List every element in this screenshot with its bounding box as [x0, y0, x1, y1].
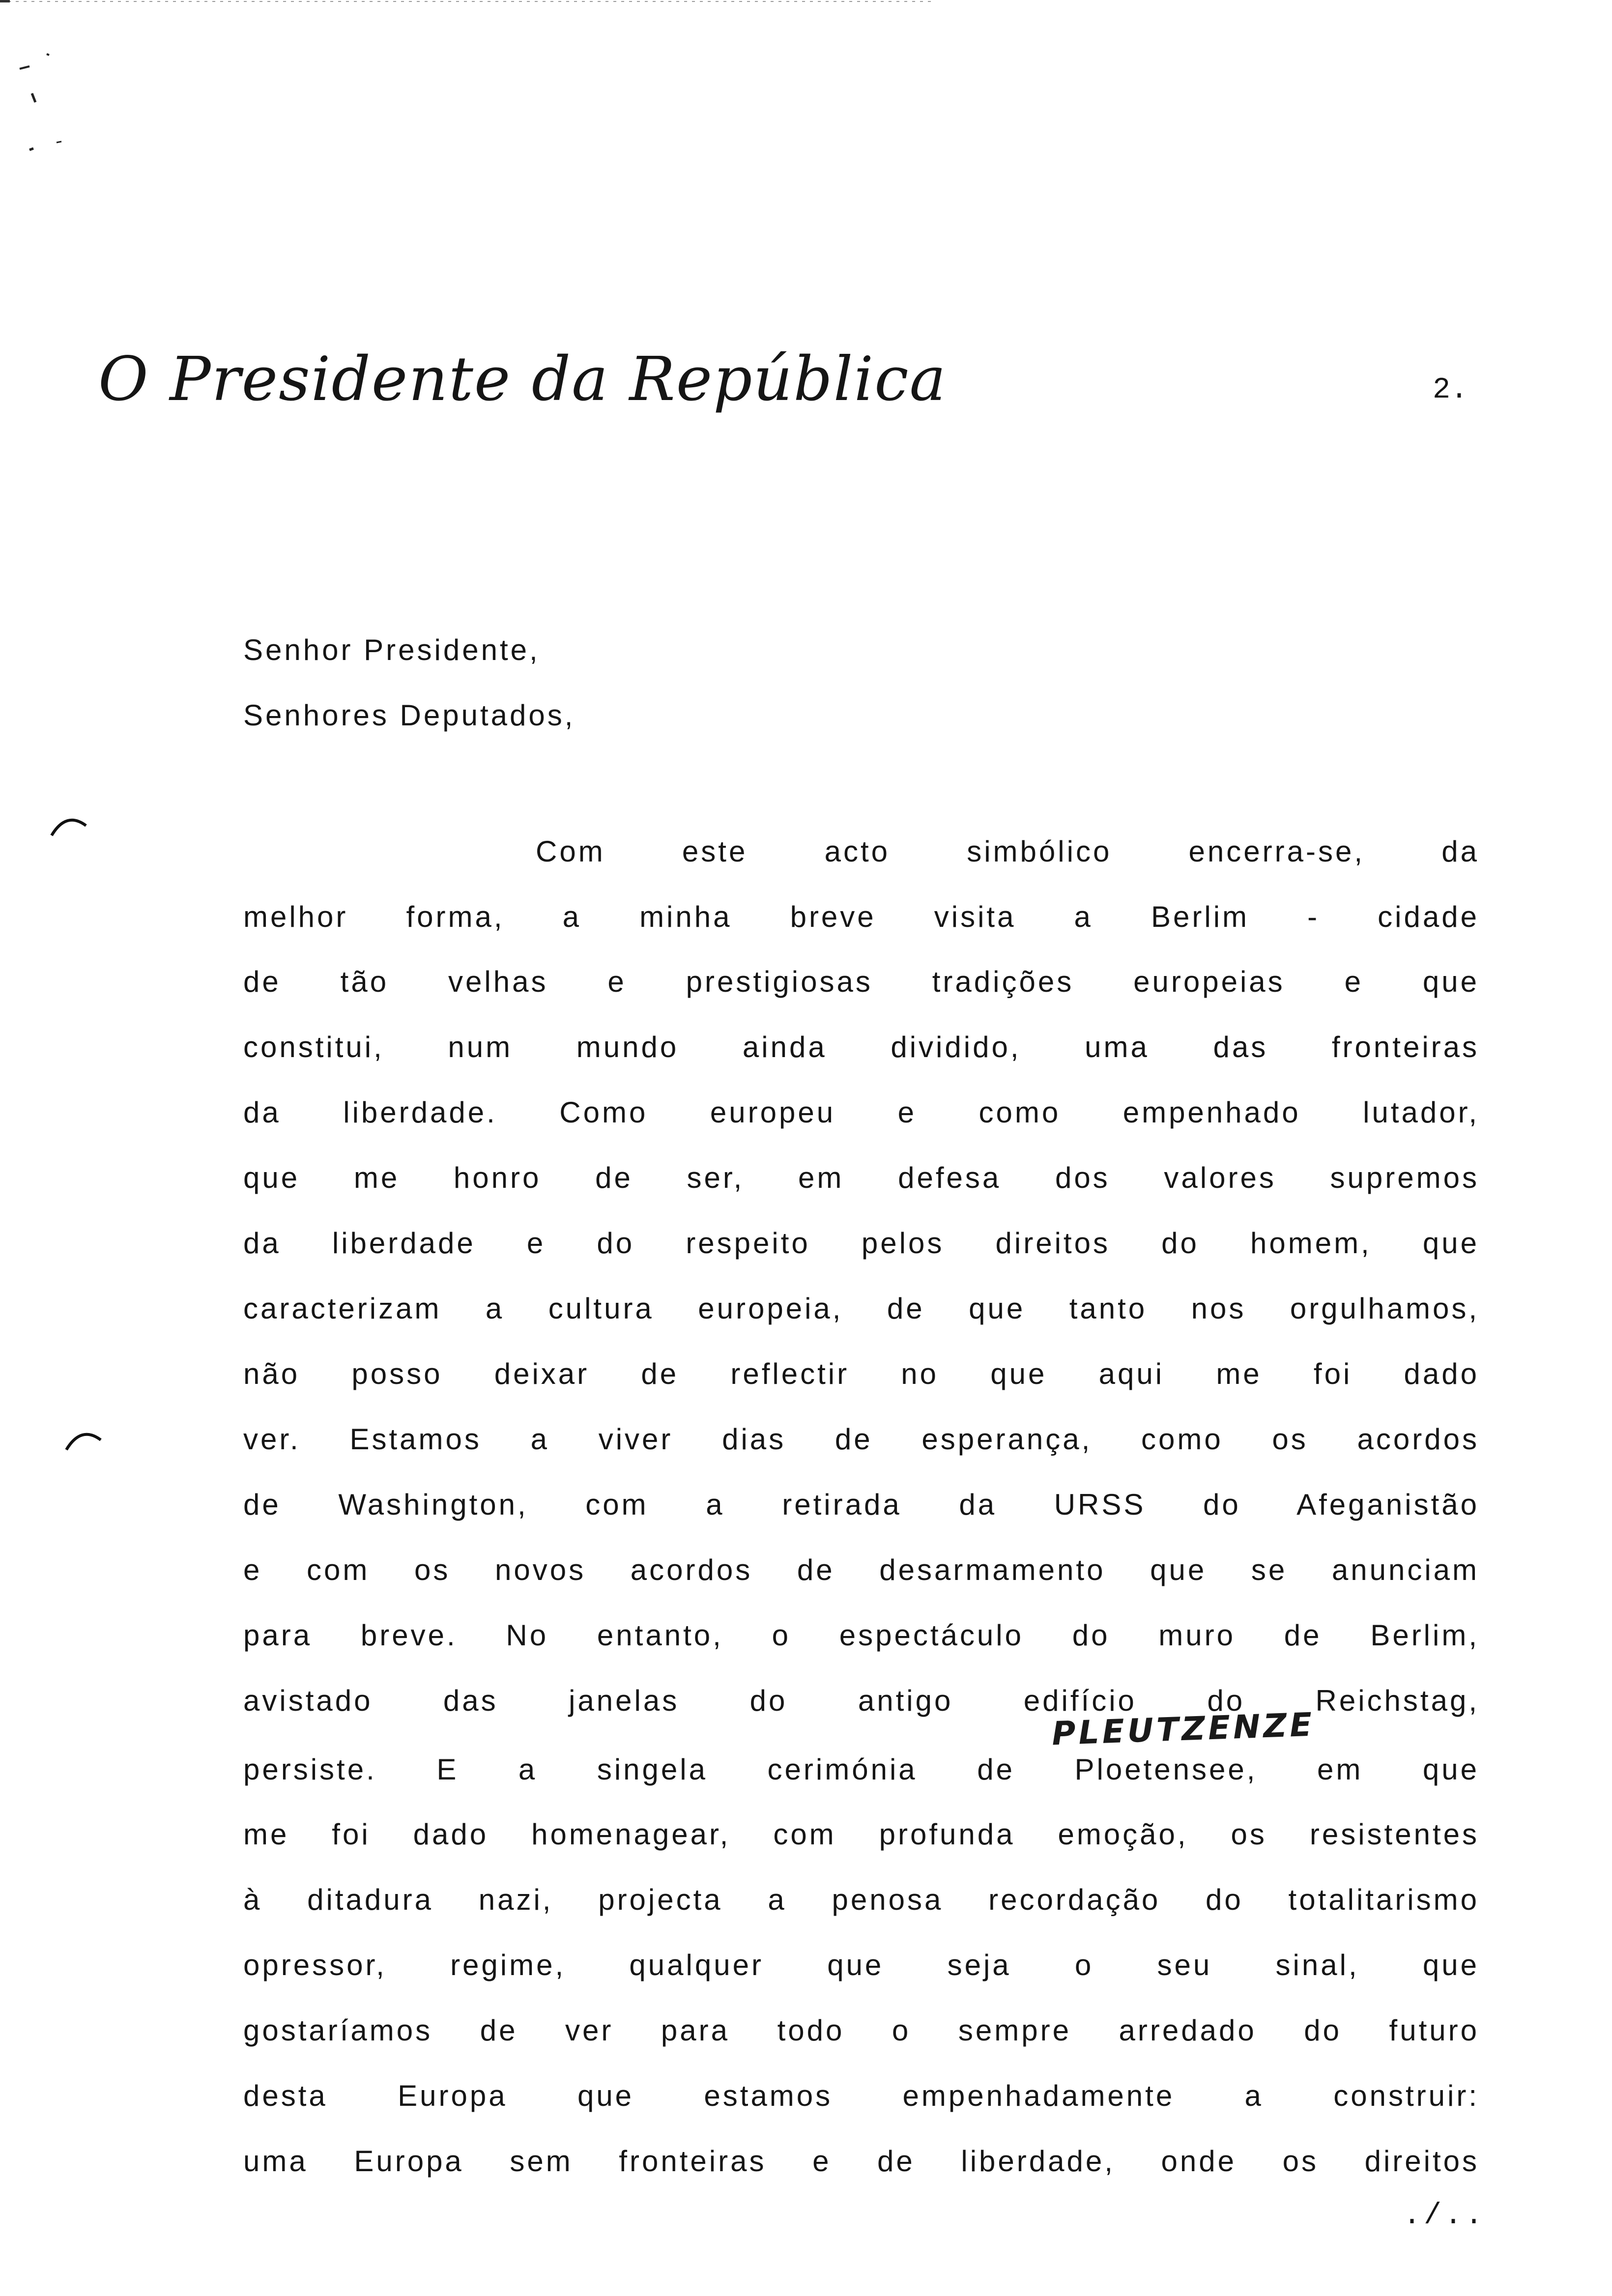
paragraph-line: à ditadura nazi, projecta a penosa recordação do totalitarismo: [243, 1883, 1479, 1916]
paragraph-line: de tão velhas e prestigiosas tradições europeias e que: [243, 965, 1479, 998]
scan-corner-marks: [10, 44, 69, 162]
letterhead-title: O Presidente da República: [98, 344, 947, 415]
paragraph-line: constitui, num mundo ainda dividido, uma das fronteiras: [243, 1031, 1479, 1063]
paragraph-line: caracterizam a cultura europeia, de que tanto nos orgulhamos,: [243, 1292, 1479, 1325]
continuation-mark: ./..: [1403, 2199, 1486, 2233]
paragraph-line: melhor forma, a minha breve visita a Berlim - cidade: [243, 900, 1479, 933]
punch-hole-mark: [47, 806, 91, 850]
punch-hole-mark: [61, 1420, 106, 1464]
paragraph-line: da liberdade e do respeito pelos direitos do homem, que: [243, 1227, 1479, 1260]
paragraph-line: me foi dado homenagear, com profunda emoção, os resistentes: [243, 1818, 1479, 1851]
paragraph-line: não posso deixar de reflectir no que aqui me foi dado: [243, 1357, 1479, 1390]
paragraph-line: opressor, regime, qualquer que seja o seu sinal, que: [243, 1949, 1479, 1981]
paragraph-line: uma Europa sem fronteiras e de liberdade, onde os direitos: [243, 2145, 1479, 2178]
paragraph-line: de Washington, com a retirada da URSS do Afeganistão: [243, 1488, 1479, 1521]
paragraph-line: desta Europa que estamos empenhadamente a construir:: [243, 2079, 1479, 2112]
paragraph-line: avistado das janelas do antigo edifício do Reichstag,: [243, 1684, 1479, 1717]
paragraph-line: para breve. No entanto, o espectáculo do muro de Berlim,: [243, 1619, 1479, 1652]
paragraph-line: e com os novos acordos de desarmamento que se anunciam: [243, 1553, 1479, 1586]
salutation-line: Senhor Presidente,: [243, 633, 540, 666]
paragraph-line: que me honro de ser, em defesa dos valores supremos: [243, 1161, 1479, 1194]
salutation-line: Senhores Deputados,: [243, 699, 576, 732]
paragraph-line: da liberdade. Como europeu e como empenhado lutador,: [243, 1096, 1479, 1129]
handwritten-annotation: PLEUTZENZE: [1051, 1705, 1316, 1753]
scan-edge-artifact: [0, 0, 1612, 5]
paragraph-line: persiste. E a singela cerimónia de Ploetensee, em que: [243, 1753, 1479, 1786]
paragraph-line: ver. Estamos a viver dias de esperança, como os acordos: [243, 1423, 1479, 1456]
paragraph-line: Com este acto simbólico encerra-se, da: [536, 835, 1479, 868]
paragraph-line: gostaríamos de ver para todo o sempre arredado do futuro: [243, 2014, 1479, 2047]
page-number: 2.: [1433, 373, 1468, 407]
